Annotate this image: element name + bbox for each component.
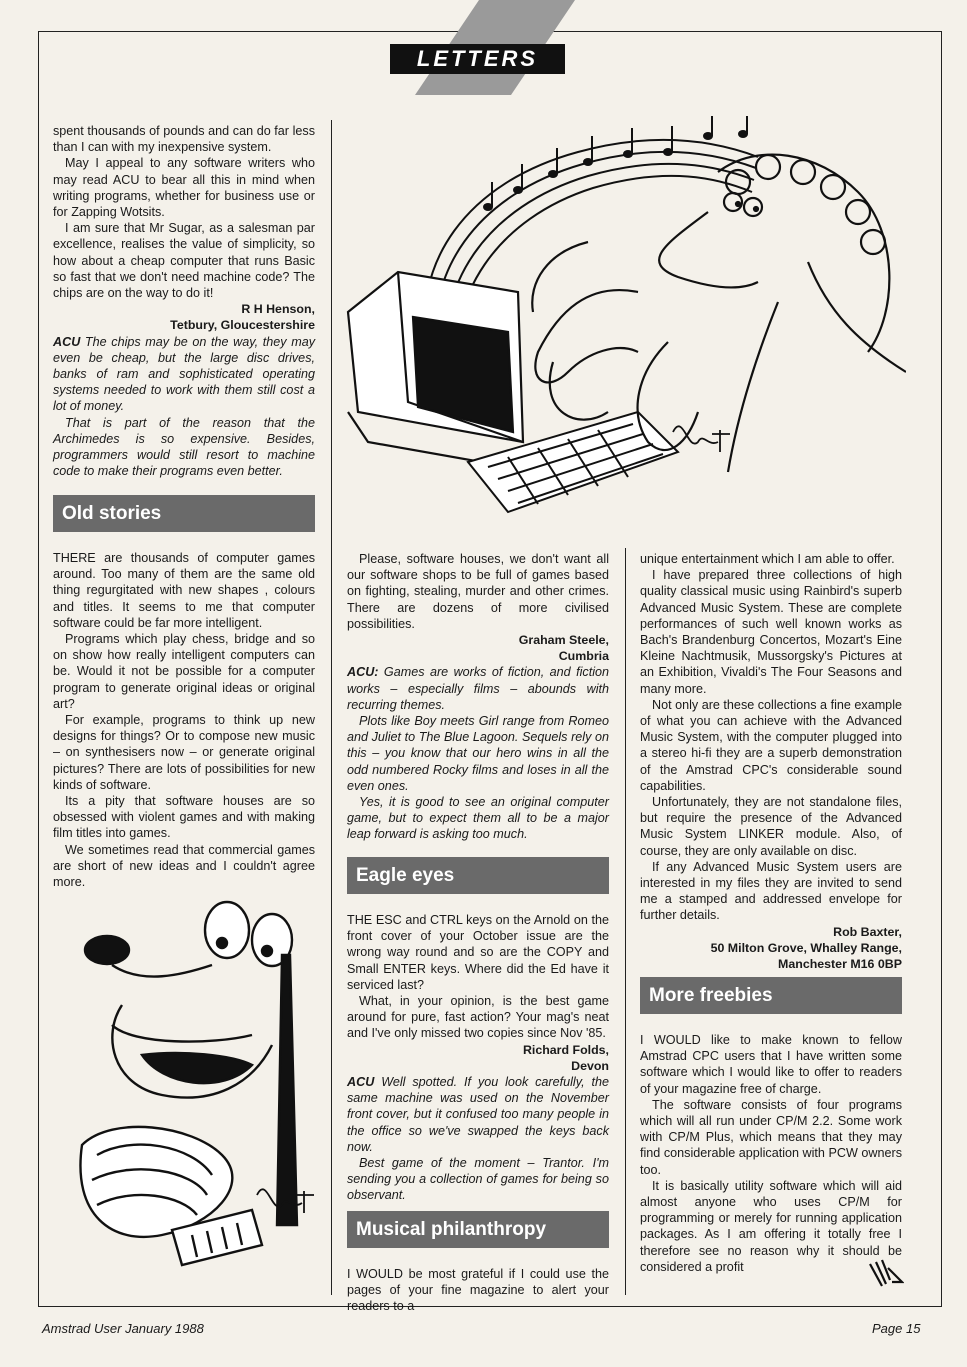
signature-name: Graham Steele, <box>518 633 609 648</box>
letter-henson <box>53 123 315 479</box>
reply-text: Well spotted. If you look carefully, the same machine was used on the November front cover, but it confused too many people in the office so we've swapped the keys back now. <box>347 1075 609 1154</box>
reply-lead: ACU <box>347 1075 375 1090</box>
letter-paragraph: If any Advanced Music System users are interested in my files they are invited to send me a stamped and addressed envelope for further details. <box>640 859 902 923</box>
footer-page-number: Page 15 <box>872 1321 921 1336</box>
column-divider-right <box>625 548 626 1295</box>
signature-place: Devon <box>571 1058 609 1073</box>
continue-arrow-icon <box>868 1258 904 1288</box>
letter-paragraph: unique entertainment which I am able to offer. <box>640 552 895 566</box>
reply-text: The chips may be on the way, they may even be cheap, but the large disc drives, banks of ram and sophisticated operating systems needed to work with them still cost a lot of money. <box>53 334 315 414</box>
letter-paragraph: May I appeal to any software writers who may read ACU to bear all this in mind when writing programs, whether for business use or for Zapping Wotsits. <box>53 156 315 220</box>
letter-paragraph: THE ESC and CTRL keys on the Arnold on the front cover of your October issue are the wrong way round and so are the COPY and Small ENTER keys. Where did the Ed have it serviced last? <box>347 913 609 992</box>
letter-paragraph: THERE are thousands of computer games around. Too many of them are the same old thing regurgitated with new shapes , colours and titles. It seems to me that computer software could be far more intelligent. <box>53 551 315 630</box>
letter-musical <box>347 1211 609 1315</box>
editor-reply: Plots like Boy meets Girl range from Romeo and Juliet to The Blue Lagoon. Sequels rely on this – you know that our hero wins in all the odd numbered Rocky films and loses in all the even ones. <box>347 714 609 793</box>
reply-lead: ACU <box>53 334 81 349</box>
letter-paragraph: I WOULD like to make known to fellow Amstrad CPC users that I have written some software which I would like to offer to readers of your magazine free of charge. <box>640 1033 902 1096</box>
editor-reply <box>347 1074 609 1155</box>
signature-place: Tetbury, Gloucestershire <box>170 318 315 333</box>
section-heading-musical-philanthropy: Musical philanthropy <box>347 1211 609 1248</box>
letter-paragraph: The software consists of four programs which will all run under CP/M 2.2. Some work with CP/M Plus, which means that they may find considerable application with PCW owners too. <box>640 1097 902 1177</box>
footer-publication: Amstrad User January 1988 <box>42 1321 204 1336</box>
signature-address: Manchester M16 0BP <box>778 957 902 972</box>
letter-paragraph: What, in your opinion, is the best game around for pure, fast action? Your mag's neat and I've only missed two copies since Nov '85. <box>347 994 609 1041</box>
reply-lead: ACU: <box>347 665 379 680</box>
editor-reply: Best game of the moment – Trantor. I'm sending you a collection of games for being so observant. <box>347 1156 609 1203</box>
column-divider-left <box>331 120 332 1295</box>
editor-reply <box>53 334 315 415</box>
letter-baxter <box>640 551 902 972</box>
letter-paragraph: Programs which play chess, bridge and so on show how really intelligent computers can be. Would it not be possible for a computer program to generate original ideas or original art? <box>53 632 315 711</box>
letter-paragraph: Please, software houses, we don't want all our software shops to be full of games based on fighting, stealing, murder and other crimes. There are dozens of more civilised possibilities. <box>347 552 609 631</box>
editor-reply <box>347 664 609 713</box>
section-heading-more-freebies: More freebies <box>640 977 902 1014</box>
letter-eagle-eyes <box>347 857 609 1204</box>
section-banner: LETTERS <box>390 44 565 74</box>
editor-reply: That is part of the reason that the Archimedes is so expensive. Besides, programmers would still resort to machine code to make their programs even better. <box>53 415 315 479</box>
section-heading-old-stories: Old stories <box>53 495 315 532</box>
signature-place: Cumbria <box>558 649 609 664</box>
cartoon-computer-music <box>338 112 906 542</box>
letter-paragraph: I am sure that Mr Sugar, as a salesman par excellence, realises the value of simplicity, so how about a cheap computer that runs Basic so fast that we don't need machine code? The chips are on the way to do it! <box>53 221 315 301</box>
signature-name: Rob Baxter, <box>833 924 902 939</box>
signature-name: Richard Folds, <box>522 1042 609 1057</box>
letter-more-freebies <box>640 977 902 1275</box>
letter-paragraph: spent thousands of pounds and can do far less than I can with my inexpensive system. <box>53 124 315 155</box>
letter-paragraph: I WOULD be most grateful if I could use the pages of your fine magazine to alert your readers to a <box>347 1267 609 1314</box>
letter-paragraph: We sometimes read that commercial games are short of new ideas and I couldn't agree more. <box>53 842 315 890</box>
signature-name: R H Henson, <box>241 302 315 317</box>
section-heading-eagle-eyes: Eagle eyes <box>347 857 609 894</box>
reply-text: Games are works of fiction, and fiction works – especially films – abounds with recurring themes. <box>347 665 609 712</box>
letter-paragraph: It is basically utility software which will aid almost anyone who uses CP/M for programming or merely for running application packages. As I am offering it totally free I therefore see no reason why it should be considered a profit <box>640 1178 902 1274</box>
cartoon-dog <box>52 895 322 1295</box>
letter-paragraph: Unfortunately, they are not standalone files, but require the presence of the Advanced Music System LINKER module. Also, of course, they are only available on disc. <box>640 795 902 858</box>
signature-address: 50 Milton Grove, Whalley Range, <box>710 940 902 955</box>
letter-paragraph: I have prepared three collections of high quality classical music using Rainbird's superb Advanced Music System. These are complete performances of such well known works as Bach's Brandenburg Concertos, Mozart's Eine Kleine Nachtmusik, Mussorgsky's Pictures at an Exhibition, Vivaldi's The Four Seasons and many more. <box>640 568 902 696</box>
letter-paragraph: Not only are these collections a fine example of what you can achieve with the Advanced Music System, with the computer plugged into a stereo hi-fi they are a superb demonstration of the Amstrad CPC's considerable sound capabilities. <box>640 697 902 793</box>
letter-old-stories <box>53 495 315 890</box>
letter-paragraph: For example, programs to think up new designs for things? Or to compose new music – on synthesisers now – or generate original pictures? There are lots of possibilities for new kinds of software. <box>53 713 315 792</box>
letter-paragraph: Its a pity that software houses are so obsessed with violent games and with making film titles into games. <box>53 794 315 841</box>
editor-reply: Yes, it is good to see an original computer game, but to expect them all to be a major leap forward is asking too much. <box>347 795 609 842</box>
letter-steele <box>347 551 609 843</box>
